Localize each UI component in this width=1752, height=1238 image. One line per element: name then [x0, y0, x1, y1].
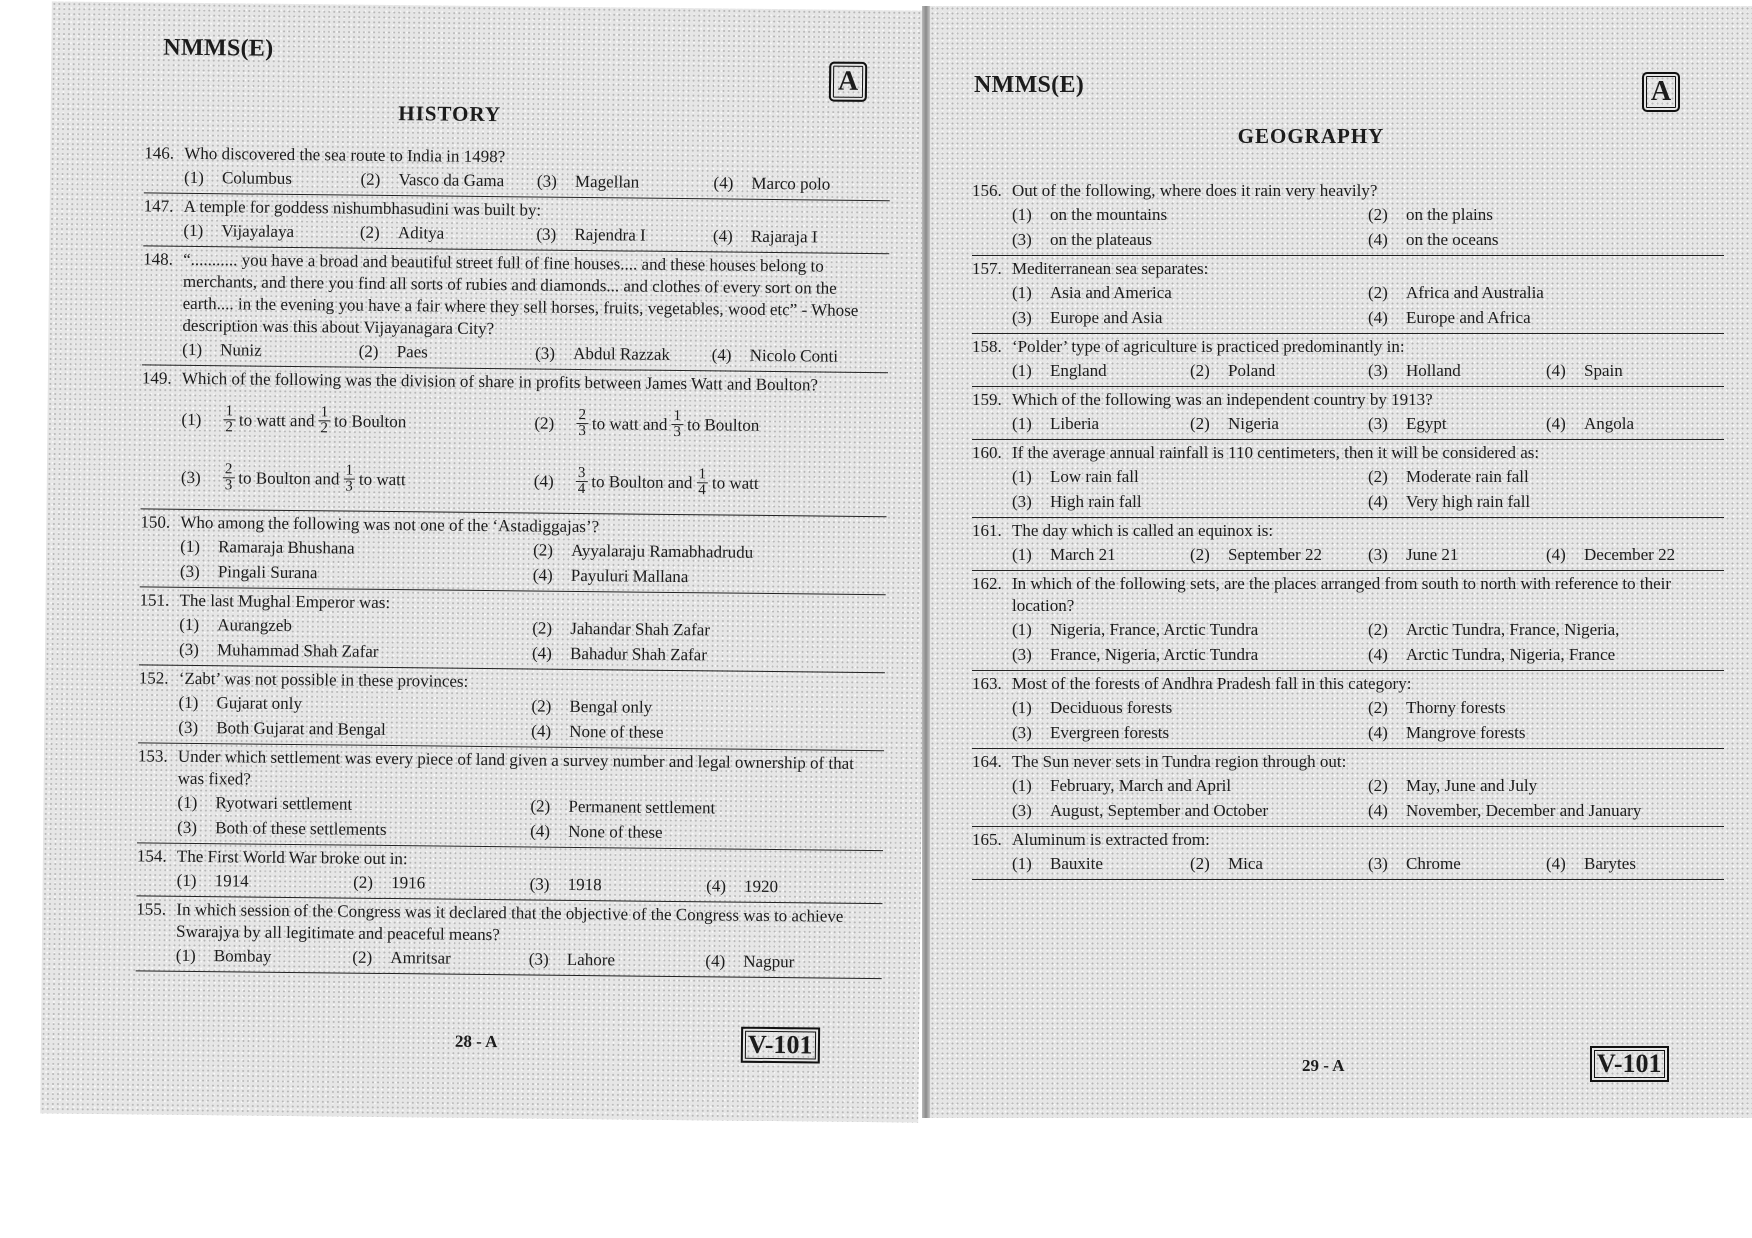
option-2: (2) Jahandar Shah Zafar: [532, 618, 711, 640]
option-2: (2) on the plains: [1368, 205, 1493, 224]
set-code-box: A: [1642, 72, 1680, 112]
question-number: 159.: [972, 390, 1002, 409]
option-2: (2) Mica: [1190, 854, 1263, 873]
question-number: 165.: [972, 830, 1002, 849]
question-number: 152.: [138, 668, 169, 688]
option-1: (1) Bauxite: [1012, 854, 1103, 873]
question-text: Out of the following, where does it rain very heavily?: [1012, 181, 1378, 200]
question-text: The First World War broke out in:: [176, 846, 408, 869]
question-number: 155.: [136, 899, 167, 919]
option-4: (4) 1920: [706, 876, 779, 897]
question-text: Under which settlement was every piece of land given a survey number and legal ownership of that was fixed?: [177, 746, 855, 789]
left-page: [40, 1, 930, 1122]
option-2: (2) Arctic Tundra, France, Nigeria,: [1368, 620, 1620, 639]
question-number: 148.: [143, 249, 174, 269]
option-4: (4) Very high rain fall: [1368, 492, 1531, 511]
question-number: 149.: [141, 368, 172, 388]
page-number: 28 - A: [454, 1031, 498, 1052]
option-3: (3) Both of these settlements: [177, 817, 387, 839]
question-163: [972, 671, 1724, 749]
subject-title: HISTORY: [398, 101, 502, 127]
option-3: (3) June 21: [1368, 545, 1459, 564]
set-code-box: A: [829, 62, 867, 102]
option-2: (2) Poland: [1190, 361, 1276, 380]
option-4: (4) Europe and Africa: [1368, 308, 1531, 327]
option-1: (1) Vijayalaya: [183, 220, 295, 241]
option-2: (2) Ayyalaraju Ramabhadrudu: [533, 540, 754, 562]
fraction: 2 3: [578, 406, 587, 439]
option-3: (3) Rajendra I: [536, 224, 646, 245]
option-4: (4) Spain: [1546, 361, 1623, 380]
question-156: [972, 178, 1724, 256]
option-4: (4) Nagpur: [705, 951, 795, 972]
subject-title: GEOGRAPHY: [1237, 124, 1385, 148]
option-3: (3) August, September and October: [1012, 801, 1269, 820]
question-text: If the average annual rainfall is 110 centimeters, then it will be considered as:: [1012, 443, 1540, 462]
question-text: The day which is called an equinox is:: [1012, 521, 1274, 540]
fraction: 1 2: [320, 403, 329, 436]
option-3: (3) 2 3 to Boulton and 1 3 to watt: [180, 460, 406, 495]
option-4: (4) Marco polo: [713, 173, 831, 194]
question-number: 156.: [972, 181, 1002, 200]
question-text: Aluminum is extracted from:: [1012, 830, 1210, 849]
question-text: ‘Polder’ type of agriculture is practiced predominantly in:: [1012, 337, 1405, 356]
option-4: (4) on the oceans: [1368, 230, 1499, 249]
page-number: 29 - A: [1302, 1056, 1345, 1075]
question-list: [136, 140, 891, 979]
question-list: [972, 178, 1724, 880]
option-4: (4) Barytes: [1546, 854, 1636, 873]
option-1: (1) Columbus: [183, 167, 293, 188]
question-160: [972, 440, 1724, 518]
right-page: [930, 6, 1752, 1118]
option-1: (1) Ryotwari settlement: [177, 792, 353, 814]
question-text: In which session of the Congress was it declared that the objective of the Congress was to achieve Swarajya by all legitimate and peaceful means?: [176, 899, 844, 945]
booklet-code: V-101: [1590, 1046, 1669, 1082]
option-2: (2) Vasco da Gama: [360, 169, 505, 191]
question-162: [972, 571, 1724, 671]
question-147: [143, 193, 890, 254]
question-158: [972, 334, 1724, 387]
page-fold: [922, 6, 930, 1118]
option-4: (4) Bahadur Shah Zafar: [531, 643, 708, 665]
option-1: (1) Low rain fall: [1012, 467, 1139, 486]
question-152: [138, 665, 885, 751]
fraction: 1 4: [698, 465, 707, 498]
option-2: (2) Nigeria: [1190, 414, 1279, 433]
question-number: 147.: [143, 196, 174, 216]
option-3: (3) Muhammad Shah Zafar: [178, 639, 379, 661]
question-165: [972, 827, 1724, 880]
question-148: [142, 246, 889, 373]
question-number: 162.: [972, 574, 1002, 593]
question-number: 151.: [139, 590, 170, 610]
option-2: (2) Amritsar: [352, 947, 451, 968]
question-text: In which of the following sets, are the places arranged from south to north with reference to their location?: [1012, 574, 1671, 615]
question-number: 150.: [140, 512, 171, 532]
question-number: 163.: [972, 674, 1002, 693]
question-text: A temple for goddess nishumbhasudini was built by:: [183, 196, 542, 220]
exam-header: NMMS(E): [974, 72, 1085, 98]
option-3: (3) Magellan: [536, 171, 640, 192]
question-number: 153.: [137, 746, 168, 766]
question-text: Who discovered the sea route to India in 1498?: [184, 143, 506, 167]
option-1: (1) Asia and America: [1012, 283, 1172, 302]
option-1: (1) Bombay: [175, 945, 272, 966]
option-3: (3) Both Gujarat and Bengal: [178, 717, 386, 739]
question-text: The last Mughal Emperor was:: [179, 590, 391, 613]
option-4: (4) Rajaraja I: [712, 226, 818, 247]
option-4: (4) December 22: [1546, 545, 1676, 564]
option-3: (3) Europe and Asia: [1012, 308, 1163, 327]
question-number: 160.: [972, 443, 1002, 462]
option-2: (2) Paes: [358, 341, 428, 362]
option-3: (3) France, Nigeria, Arctic Tundra: [1012, 645, 1259, 664]
option-3: (3) Lahore: [528, 949, 616, 970]
option-1: (1) Aurangzeb: [179, 614, 293, 635]
option-1: (1) March 21: [1012, 545, 1116, 564]
option-2: (2) Africa and Australia: [1368, 283, 1544, 302]
fraction: 1 2: [225, 402, 234, 435]
option-3: (3) Abdul Razzak: [535, 343, 671, 364]
question-149: [141, 365, 888, 517]
option-4: (4) Arctic Tundra, Nigeria, France: [1368, 645, 1616, 664]
option-1: (1) Nigeria, France, Arctic Tundra: [1012, 620, 1259, 639]
question-number: 158.: [972, 337, 1002, 356]
option-4: (4) Payuluri Mallana: [532, 565, 689, 587]
option-4: (4) None of these: [530, 821, 663, 842]
option-1: (1) Deciduous forests: [1012, 698, 1173, 717]
question-number: 146.: [144, 143, 175, 163]
option-3: (3) on the plateaus: [1012, 230, 1152, 249]
option-4: (4) November, December and January: [1368, 801, 1642, 820]
fraction: 1 3: [673, 407, 682, 440]
option-3: (3) Holland: [1368, 361, 1461, 380]
option-2: (2) September 22: [1190, 545, 1322, 564]
option-1: (1) Ramaraja Bhushana: [180, 536, 355, 558]
question-number: 161.: [972, 521, 1002, 540]
option-4: (4) None of these: [531, 721, 664, 742]
question-number: 154.: [136, 846, 167, 866]
option-4: (4) Angola: [1546, 414, 1635, 433]
option-2: (2) 1916: [353, 872, 426, 893]
question-text: Most of the forests of Andhra Pradesh fall in this category:: [1012, 674, 1412, 693]
option-4: (4) Nicolo Conti: [711, 345, 839, 366]
question-text: Who among the following was not one of the ‘Astadiggajas’?: [180, 512, 600, 537]
question-164: [972, 749, 1724, 827]
option-4: (4) 3 4 to Boulton and 1 4 to watt: [533, 464, 759, 498]
option-3: (3) Chrome: [1368, 854, 1461, 873]
question-161: [972, 518, 1724, 571]
question-154: [136, 843, 883, 904]
question-157: [972, 256, 1724, 334]
exam-header: NMMS(E): [163, 34, 274, 62]
option-1: (1) 1914: [176, 870, 249, 891]
fraction: 2 3: [224, 460, 233, 493]
option-2: (2) Bengal only: [531, 696, 653, 717]
fraction: 3 4: [577, 464, 586, 497]
option-2: (2) Aditya: [359, 222, 445, 243]
option-3: (3) Egypt: [1368, 414, 1447, 433]
question-number: 164.: [972, 752, 1002, 771]
option-1: (1) February, March and April: [1012, 776, 1232, 795]
question-159: [972, 387, 1724, 440]
question-text: Which of the following was the division of share in profits between James Watt and Boulton?: [181, 368, 819, 395]
question-153: [137, 743, 884, 851]
question-146: [144, 140, 891, 201]
question-text: “........... you have a broad and beautiful street full of fine houses.... and these houses belong to merchants, and there you find all sorts of rubies and diamonds... and clothes of every sort on the earth.... in the evening you have a fair where they sell horses, fruits, vegetables, wood etc” - Whose description was this about Vijayanagara City?: [182, 249, 859, 339]
option-3: (3) High rain fall: [1012, 492, 1142, 511]
option-2: (2) Thorny forests: [1368, 698, 1506, 717]
option-3: (3) Pingali Surana: [179, 561, 318, 583]
option-2: (2) Moderate rain fall: [1368, 467, 1529, 486]
option-2: (2) 2 3 to watt and 1 3 to Boulton: [534, 406, 760, 440]
question-text: The Sun never sets in Tundra region through out:: [1012, 752, 1347, 771]
option-2: (2) May, June and July: [1368, 776, 1538, 795]
question-text: ‘Zabt’ was not possible in these provinces:: [178, 668, 469, 691]
question-number: 157.: [972, 259, 1002, 278]
option-1: (1) England: [1012, 361, 1107, 380]
option-3: (3) Evergreen forests: [1012, 723, 1170, 742]
fraction: 1 3: [345, 462, 354, 495]
question-text: Which of the following was an independent country by 1913?: [1012, 390, 1433, 409]
option-4: (4) Mangrove forests: [1368, 723, 1526, 742]
booklet-code: V-101: [741, 1027, 820, 1064]
option-1: (1) Liberia: [1012, 414, 1100, 433]
option-1: (1) on the mountains: [1012, 205, 1168, 224]
question-150: [140, 509, 887, 595]
option-1: (1) Gujarat only: [178, 692, 303, 714]
question-text: Mediterranean sea separates:: [1012, 259, 1209, 278]
option-1: (1) Nuniz: [182, 339, 262, 360]
question-151: [139, 587, 886, 673]
question-155: [136, 896, 883, 979]
option-2: (2) Permanent settlement: [530, 796, 716, 818]
option-1: (1) 1 2 to watt and 1 2 to Boulton: [181, 402, 407, 436]
option-3: (3) 1918: [529, 874, 602, 895]
